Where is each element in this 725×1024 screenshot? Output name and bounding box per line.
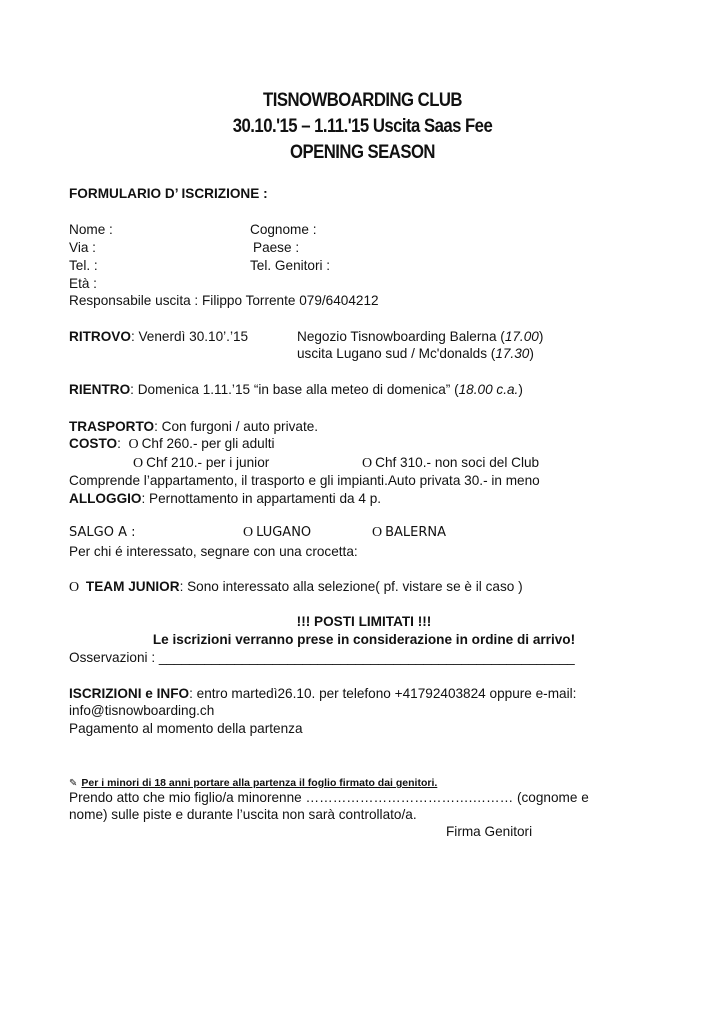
posti-limitati-notice: !!! POSTI LIMITATI !!! xyxy=(296,614,432,629)
osservazioni-field: Osservazioni : _______________________________________________________ xyxy=(69,650,575,665)
tel-field-label: Tel. : xyxy=(69,258,98,273)
tel-genitori-field-label: Tel. Genitori : xyxy=(250,258,331,273)
salgo-label: SALGO A : xyxy=(69,525,136,540)
option-lugano xyxy=(243,524,311,541)
season-title: OPENING SEASON xyxy=(290,142,435,163)
team-junior-line: O TEAM JUNIOR: Sono interessato alla selezione( pf. vistare se è il caso ) xyxy=(69,579,523,595)
ritrovo-label: RITROVO xyxy=(69,329,131,344)
ritrovo-place-balerna: Negozio Tisnowboarding Balerna (17.00) xyxy=(297,329,544,344)
trip-dates-title: 30.10.'15 – 1.11.'15 Uscita Saas Fee xyxy=(232,116,493,137)
consent-line-2: nome) sulle piste e durante l’uscita non sarà controllato/a. xyxy=(69,807,417,822)
costo-comprende: Comprende l’appartamento, il trasporto e gli impianti.Auto privata 30.- in meno xyxy=(69,473,540,488)
pencil-icon: ✎ xyxy=(69,778,78,789)
checkbox-balerna[interactable]: O xyxy=(372,525,383,540)
firma-genitori-label: Firma Genitori xyxy=(446,824,533,839)
ritrovo-line xyxy=(69,328,248,345)
cognome-field-label: Cognome : xyxy=(250,222,317,237)
minori-notice-text: Per i minori di 18 anni portare alla partenza il foglio firmato dai genitori. xyxy=(81,777,438,789)
option-balerna xyxy=(372,524,446,541)
ritrovo-date: : Venerdì 30.10’.’15 xyxy=(130,329,249,344)
via-field-label: Via : xyxy=(69,240,96,255)
eta-field-label: Età : xyxy=(69,276,97,291)
iscrizioni-label: ISCRIZIONI e INFO xyxy=(69,686,190,701)
ordine-arrivo-notice: Le iscrizioni verranno prese in considerazione in ordine di arrivo! xyxy=(152,632,576,647)
alloggio-line: ALLOGGIO: Pernottamento in appartamenti da 4 p. xyxy=(69,491,382,506)
option-non-soci-label: Chf 310.- non soci del Club xyxy=(375,455,540,470)
salgo-instruction: Per chi é interessato, segnare con una crocetta: xyxy=(69,544,358,559)
checkbox-lugano[interactable]: O xyxy=(243,525,254,540)
responsabile-line: Responsabile uscita : Filippo Torrente 079/6404212 xyxy=(69,293,379,308)
option-non-soci xyxy=(362,454,539,472)
nome-field-label: Nome : xyxy=(69,222,113,237)
rientro-line: RIENTRO: Domenica 1.11.’15 “in base alla meteo di domenica” (18.00 c.a.) xyxy=(69,382,523,397)
option-lugano-label: LUGANO xyxy=(256,525,312,540)
form-heading: FORMULARIO D’ ISCRIZIONE : xyxy=(69,186,268,201)
checkbox-team-junior[interactable]: O xyxy=(69,580,80,595)
costo-label: COSTO xyxy=(69,436,118,451)
option-balerna-label: BALERNA xyxy=(385,525,447,540)
checkbox-non-soci[interactable]: O xyxy=(362,456,373,471)
checkbox-adulti[interactable]: O xyxy=(128,437,139,452)
consent-line-1: Prendo atto che mio figlio/a minorenne ……………………………….……… (cognome e xyxy=(69,790,589,805)
option-junior xyxy=(133,454,269,472)
costo-line: COSTO: O Chf 260.- per gli adulti xyxy=(69,436,275,452)
option-adulti-label: Chf 260.- per gli adulti xyxy=(141,436,275,451)
club-title: TISNOWBOARDING CLUB xyxy=(263,90,462,111)
iscrizioni-line: ISCRIZIONI e INFO: entro martedì26.10. per telefono +41792403824 oppure e-mail: xyxy=(69,686,577,701)
rientro-label: RIENTRO xyxy=(69,382,131,397)
alloggio-label: ALLOGGIO xyxy=(69,491,142,506)
team-junior-label: TEAM JUNIOR xyxy=(85,579,180,594)
checkbox-junior[interactable]: O xyxy=(133,456,144,471)
trasporto-line: TRASPORTO: Con furgoni / auto private. xyxy=(69,419,319,434)
paese-field-label: Paese : xyxy=(253,240,300,255)
trasporto-label: TRASPORTO xyxy=(69,419,155,434)
option-junior-label: Chf 210.- per i junior xyxy=(146,455,270,470)
email-link[interactable]: info@tisnowboarding.ch xyxy=(69,703,215,718)
pagamento-line: Pagamento al momento della partenza xyxy=(69,721,303,736)
ritrovo-place-lugano: uscita Lugano sud / Mc'donalds (17.30) xyxy=(297,346,534,361)
